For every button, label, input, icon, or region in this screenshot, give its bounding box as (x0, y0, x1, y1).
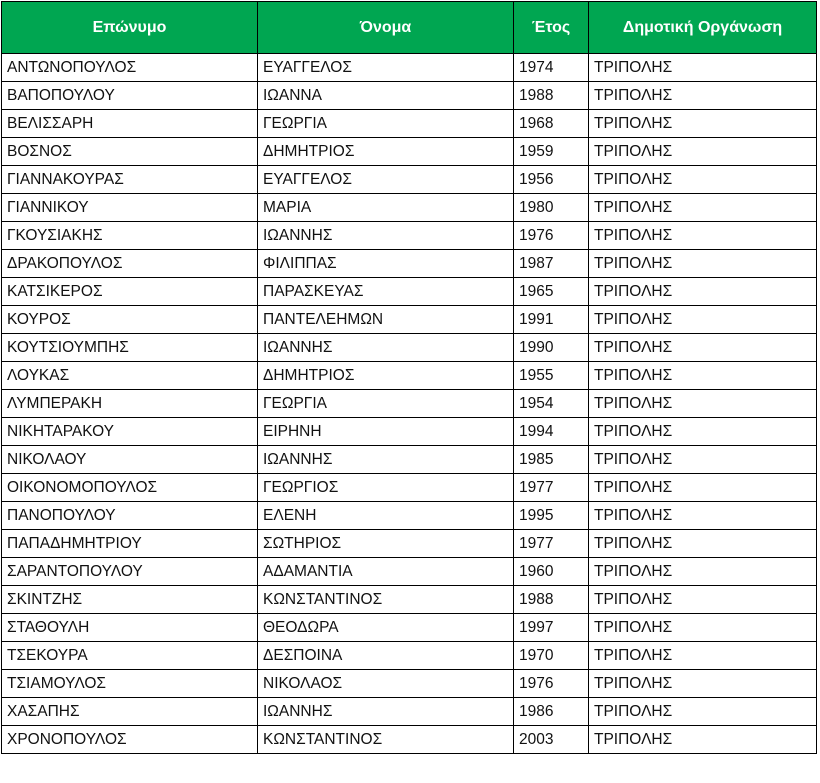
table-row (2, 54, 817, 82)
first-name-cell: ΙΩΑΝΝΗΣ (258, 222, 514, 250)
year-cell: 1990 (514, 334, 589, 362)
first-name-cell: ΕΥΑΓΓΕΛΟΣ (258, 54, 514, 82)
first-name-cell: ΓΕΩΡΓΙΑ (258, 110, 514, 138)
year-cell: 1954 (514, 390, 589, 418)
column-header-first-name: Όνομα (258, 2, 514, 54)
table-row (2, 474, 817, 502)
table-row (2, 726, 817, 754)
municipal-organization-cell: ΤΡΙΠΟΛΗΣ (589, 222, 817, 250)
municipal-organization-cell: ΤΡΙΠΟΛΗΣ (589, 558, 817, 586)
surname-cell: ΒΟΣΝΟΣ (2, 138, 258, 166)
municipal-organization-cell: ΤΡΙΠΟΛΗΣ (589, 166, 817, 194)
first-name-cell: ΣΩΤΗΡΙΟΣ (258, 530, 514, 558)
year-cell: 1997 (514, 614, 589, 642)
first-name-cell: ΚΩΝΣΤΑΝΤΙΝΟΣ (258, 726, 514, 754)
table-row (2, 390, 817, 418)
surname-cell: ΒΕΛΙΣΣΑΡΗ (2, 110, 258, 138)
surname-cell: ΧΡΟΝΟΠΟΥΛΟΣ (2, 726, 258, 754)
year-cell: 1986 (514, 698, 589, 726)
surname-cell: ΣΤΑΘΟΥΛΗ (2, 614, 258, 642)
surname-cell: ΛΟΥΚΑΣ (2, 362, 258, 390)
table-row (2, 698, 817, 726)
surname-cell: ΤΣΕΚΟΥΡΑ (2, 642, 258, 670)
year-cell: 1974 (514, 54, 589, 82)
municipal-organization-cell: ΤΡΙΠΟΛΗΣ (589, 54, 817, 82)
table-row (2, 194, 817, 222)
table-row (2, 110, 817, 138)
municipal-organization-cell: ΤΡΙΠΟΛΗΣ (589, 418, 817, 446)
first-name-cell: ΝΙΚΟΛΑΟΣ (258, 670, 514, 698)
year-cell: 1991 (514, 306, 589, 334)
year-cell: 1955 (514, 362, 589, 390)
municipal-organization-cell: ΤΡΙΠΟΛΗΣ (589, 502, 817, 530)
year-cell: 1985 (514, 446, 589, 474)
year-cell: 1988 (514, 82, 589, 110)
first-name-cell: ΙΩΑΝΝΗΣ (258, 446, 514, 474)
column-header-year: Έτος (514, 2, 589, 54)
year-cell: 1970 (514, 642, 589, 670)
surname-cell: ΣΑΡΑΝΤΟΠΟΥΛΟΥ (2, 558, 258, 586)
municipal-organization-cell: ΤΡΙΠΟΛΗΣ (589, 194, 817, 222)
table-body (2, 54, 817, 754)
surname-cell: ΝΙΚΟΛΑΟΥ (2, 446, 258, 474)
year-cell: 1959 (514, 138, 589, 166)
year-cell: 1965 (514, 278, 589, 306)
year-cell: 1968 (514, 110, 589, 138)
table-row (2, 446, 817, 474)
table-row (2, 670, 817, 698)
column-header-surname: Επώνυμο (2, 2, 258, 54)
year-cell: 2003 (514, 726, 589, 754)
municipal-organization-cell: ΤΡΙΠΟΛΗΣ (589, 138, 817, 166)
municipal-organization-cell: ΤΡΙΠΟΛΗΣ (589, 110, 817, 138)
municipal-organization-cell: ΤΡΙΠΟΛΗΣ (589, 670, 817, 698)
year-cell: 1956 (514, 166, 589, 194)
first-name-cell: ΙΩΑΝΝΗΣ (258, 334, 514, 362)
table-row (2, 642, 817, 670)
first-name-cell: ΕΙΡΗΝΗ (258, 418, 514, 446)
first-name-cell: ΕΥΑΓΓΕΛΟΣ (258, 166, 514, 194)
first-name-cell: ΘΕΟΔΩΡΑ (258, 614, 514, 642)
surname-cell: ΟΙΚΟΝΟΜΟΠΟΥΛΟΣ (2, 474, 258, 502)
year-cell: 1988 (514, 586, 589, 614)
municipal-organization-cell: ΤΡΙΠΟΛΗΣ (589, 362, 817, 390)
header-row (2, 2, 817, 54)
municipal-organization-cell: ΤΡΙΠΟΛΗΣ (589, 586, 817, 614)
first-name-cell: ΔΗΜΗΤΡΙΟΣ (258, 362, 514, 390)
first-name-cell: ΔΗΜΗΤΡΙΟΣ (258, 138, 514, 166)
table-row (2, 530, 817, 558)
table-row (2, 82, 817, 110)
surname-cell: ΛΥΜΠΕΡΑΚΗ (2, 390, 258, 418)
table-row (2, 334, 817, 362)
year-cell: 1977 (514, 474, 589, 502)
year-cell: 1980 (514, 194, 589, 222)
surname-cell: ΠΑΠΑΔΗΜΗΤΡΙΟΥ (2, 530, 258, 558)
table-row (2, 558, 817, 586)
municipal-organization-cell: ΤΡΙΠΟΛΗΣ (589, 278, 817, 306)
table-row (2, 362, 817, 390)
table-row (2, 138, 817, 166)
first-name-cell: ΔΕΣΠΟΙΝΑ (258, 642, 514, 670)
first-name-cell: ΓΕΩΡΓΙΑ (258, 390, 514, 418)
table-row (2, 166, 817, 194)
first-name-cell: ΜΑΡΙΑ (258, 194, 514, 222)
first-name-cell: ΑΔΑΜΑΝΤΙΑ (258, 558, 514, 586)
surname-cell: ΑΝΤΩΝΟΠΟΥΛΟΣ (2, 54, 258, 82)
first-name-cell: ΓΕΩΡΓΙΟΣ (258, 474, 514, 502)
table-row (2, 418, 817, 446)
municipal-organization-cell: ΤΡΙΠΟΛΗΣ (589, 530, 817, 558)
table-row (2, 222, 817, 250)
municipal-organization-cell: ΤΡΙΠΟΛΗΣ (589, 250, 817, 278)
table-row (2, 306, 817, 334)
surname-cell: ΣΚΙΝΤΖΗΣ (2, 586, 258, 614)
first-name-cell: ΚΩΝΣΤΑΝΤΙΝΟΣ (258, 586, 514, 614)
municipal-organization-cell: ΤΡΙΠΟΛΗΣ (589, 474, 817, 502)
municipal-organization-cell: ΤΡΙΠΟΛΗΣ (589, 726, 817, 754)
surname-cell: ΚΟΥΡΟΣ (2, 306, 258, 334)
year-cell: 1977 (514, 530, 589, 558)
table-row (2, 614, 817, 642)
column-header-municipal-organization: Δημοτική Οργάνωση (589, 2, 817, 54)
year-cell: 1960 (514, 558, 589, 586)
first-name-cell: ΠΑΡΑΣΚΕΥΑΣ (258, 278, 514, 306)
first-name-cell: ΙΩΑΝΝΗΣ (258, 698, 514, 726)
municipal-organization-cell: ΤΡΙΠΟΛΗΣ (589, 446, 817, 474)
municipal-organization-cell: ΤΡΙΠΟΛΗΣ (589, 306, 817, 334)
municipal-organization-cell: ΤΡΙΠΟΛΗΣ (589, 334, 817, 362)
municipal-organization-cell: ΤΡΙΠΟΛΗΣ (589, 82, 817, 110)
municipal-organization-cell: ΤΡΙΠΟΛΗΣ (589, 614, 817, 642)
table-row (2, 278, 817, 306)
first-name-cell: ΦΙΛΙΠΠΑΣ (258, 250, 514, 278)
year-cell: 1987 (514, 250, 589, 278)
surname-cell: ΝΙΚΗΤΑΡΑΚΟΥ (2, 418, 258, 446)
surname-cell: ΓΙΑΝΝΑΚΟΥΡΑΣ (2, 166, 258, 194)
table-row (2, 586, 817, 614)
first-name-cell: ΕΛΕΝΗ (258, 502, 514, 530)
surname-cell: ΒΑΠΟΠΟΥΛΟΥ (2, 82, 258, 110)
year-cell: 1976 (514, 222, 589, 250)
surname-cell: ΧΑΣΑΠΗΣ (2, 698, 258, 726)
municipal-organization-cell: ΤΡΙΠΟΛΗΣ (589, 698, 817, 726)
surname-cell: ΓΚΟΥΣΙΑΚΗΣ (2, 222, 258, 250)
surname-cell: ΚΟΥΤΣΙΟΥΜΠΗΣ (2, 334, 258, 362)
surname-cell: ΔΡΑΚΟΠΟΥΛΟΣ (2, 250, 258, 278)
year-cell: 1994 (514, 418, 589, 446)
members-table (1, 1, 817, 754)
table-row (2, 502, 817, 530)
year-cell: 1995 (514, 502, 589, 530)
first-name-cell: ΙΩΑΝΝΑ (258, 82, 514, 110)
surname-cell: ΠΑΝΟΠΟΥΛΟΥ (2, 502, 258, 530)
surname-cell: ΚΑΤΣΙΚΕΡΟΣ (2, 278, 258, 306)
municipal-organization-cell: ΤΡΙΠΟΛΗΣ (589, 390, 817, 418)
municipal-organization-cell: ΤΡΙΠΟΛΗΣ (589, 642, 817, 670)
surname-cell: ΓΙΑΝΝΙΚΟΥ (2, 194, 258, 222)
year-cell: 1976 (514, 670, 589, 698)
surname-cell: ΤΣΙΑΜΟΥΛΟΣ (2, 670, 258, 698)
table-row (2, 250, 817, 278)
first-name-cell: ΠΑΝΤΕΛΕΗΜΩΝ (258, 306, 514, 334)
